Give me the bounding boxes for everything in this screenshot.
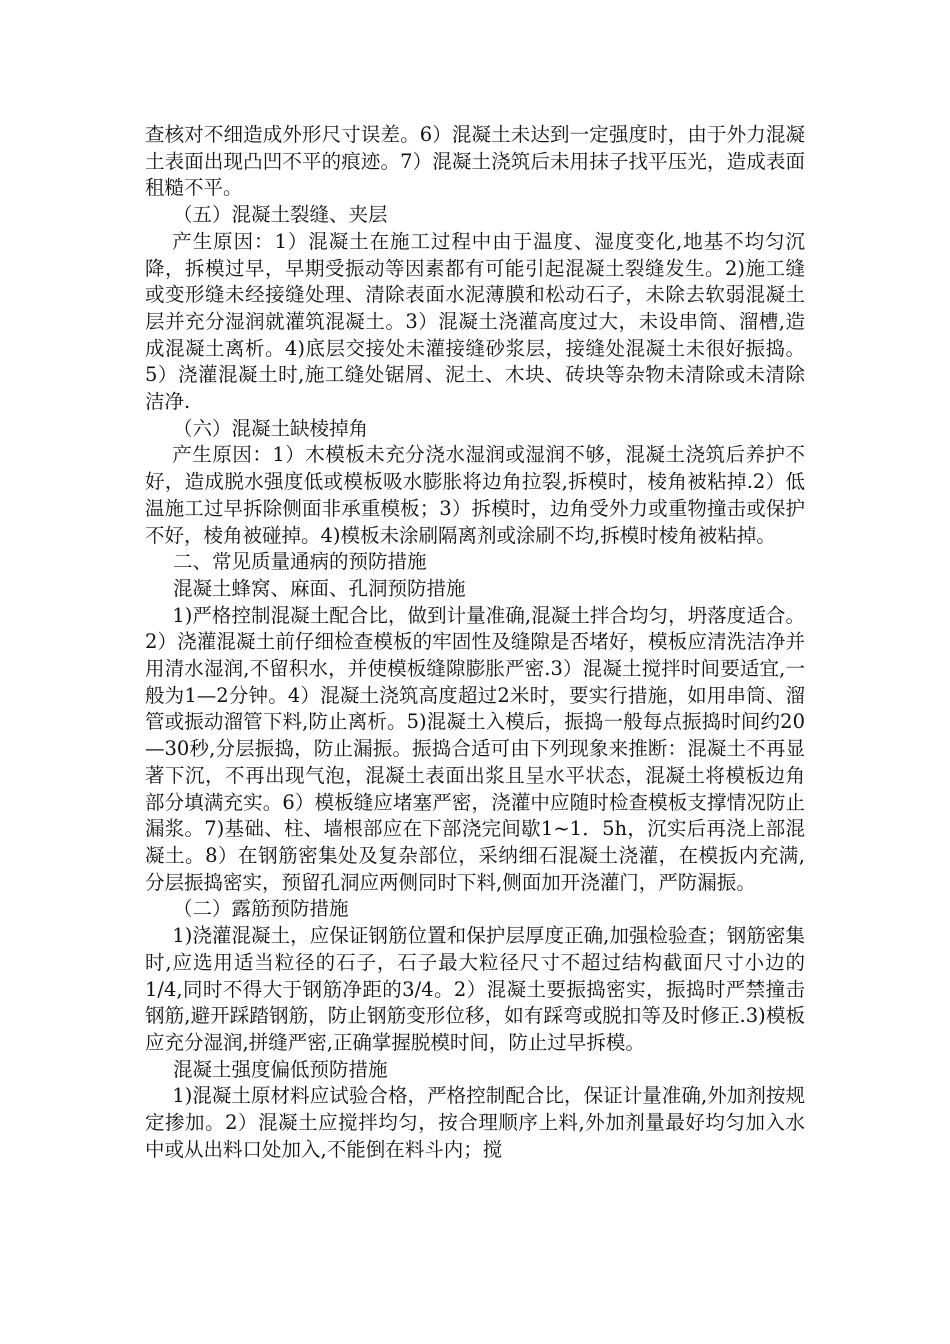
paragraph-corners-causes: 产生原因：1）木模板未充分浇水湿润或湿润不够，混凝土浇筑后养护不好，造成脱水强度低或模板吸水膨胀将边角拉裂,拆模时，棱角被粘掉.2）低温施工过早拆除侧面非承重模板；3）拆模时，边角受外力或重物撞击或保护不好，棱角被碰掉。4)模板未涂刷隔离剂或涂刷不均,拆模时棱角被粘掉。 [145,443,805,547]
heading-low-strength: 混凝土强度偏低预防措施 [173,1057,388,1081]
paragraph-honeycomb-measures: 1)严格控制混凝土配合比，做到计量准确,混凝土拌合均匀，坍落度适合。2）浇灌混凝土前仔细检查模板的牢固性及缝隙是否堵好，模板应清洗洁净并用清水湿润,不留积水，并使模板缝隙膨胀严密.3）混凝土搅拌时间要适宜,一般为1—2分钟。4）混凝土浇筑高度超过2米时，要实行措施，如用串筒、溜管或振动溜管下料,防止离析。5)混凝土入模后，振捣一般每点振捣时间约20—30秒,分层振捣，防止漏振。振捣合适可由下列现象来推断：混凝土不再显著下沉，不再出现气泡，混凝土表面出浆且呈水平状态，混凝土将模板边角部分填满充实。6）模板缝应堵塞严密，浇灌中应随时检查模板支撑情况防止漏浆。7)基础、柱、墙根部应在下部浇完间歇1~1．5h，沉实后再浇上部混凝土。8）在钢筋密集处及复杂部位，采纳细石混凝土浇灌，在模扳内充满,分层振捣密实，预留孔洞应两侧同时下料,侧面加开浇灌门，严防漏振。 [145,603,805,894]
heading-exposed-rebar: （二）露筋预防措施 [173,897,349,921]
paragraph-strength-measures: 1)混凝土原材料应试验合格，严格控制配合比，保证计量准确,外加剂按规定掺加。2）混凝土应搅拌均匀，按合理顺序上料,外加剂量最好均匀加入水中或从出料口处加入,不能倒在料斗内；搅 [145,1084,805,1161]
heading-honeycomb: 混凝土蜂窝、麻面、孔洞预防措施 [173,576,466,600]
paragraph-defects-continued: 查核对不细造成外形尺寸误差。6）混凝土未达到一定强度时，由于外力混凝土表面出现凸凹不平的痕迹。7）混凝土浇筑后未用抹子找平压光，造成表面租糙不平。 [145,123,805,200]
paragraph-cracks-causes: 产生原因：1）混凝土在施工过程中由于温度、湿度变化,地基不均匀沉降，拆模过早，早期受振动等因素都有可能引起混凝土裂缝发生。2)施工缝或变形缝未经接缝处理、清除表面水泥薄膜和松动石子，未除去软弱混凝土层并充分湿润就灌筑混凝土。3）混凝土浇灌高度过大，未设串筒、溜槽,造成混凝土离析。4)底层交接处未灌接缝砂浆层，接缝处混凝土未很好振捣。5）浇灌混凝土时,施工缝处锯屑、泥土、木块、砖块等杂物未清除或未清除洁净. [145,229,805,414]
paragraph-rebar-measures: 1)浇灌混凝土，应保证钢筋位置和保护层厚度正确,加强检验查；钢筋密集时,应选用适当粒径的石子，石子最大粒径尺寸不超过结构截面尺寸小边的1/4,同时不得大于钢筋净距的3/4。2）混凝土要振捣密实，振捣时严禁撞击钢筋,避开踩踏钢筋，防止钢筋变形位移，如有踩弯或脱扣等及时修正.3)模板应充分湿润,拼缝严密,正确掌握脱模时间，防止过早拆模。 [145,924,805,1054]
heading-cracks: （五）混凝土裂缝、夹层 [173,203,388,227]
document-page [145,122,805,1163]
heading-missing-corners: （六）混凝土缺棱掉角 [173,416,369,440]
heading-prevention: 二、常见质量通病的预防措施 [173,550,427,574]
